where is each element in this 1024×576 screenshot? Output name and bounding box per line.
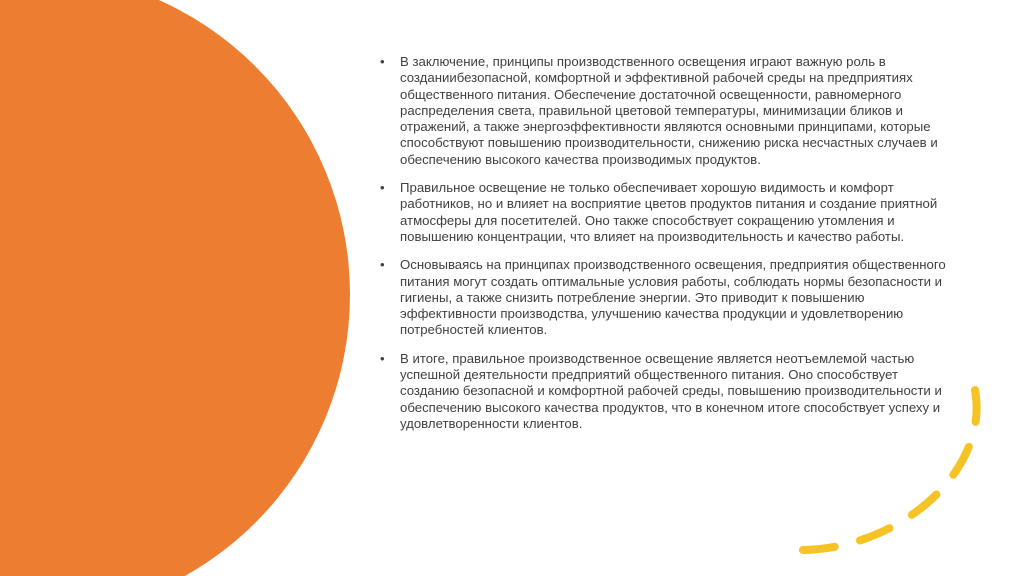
bullet-dot: • bbox=[380, 257, 385, 273]
bullet-item-2 bbox=[380, 180, 955, 245]
bullet-list bbox=[380, 54, 955, 432]
bullet-item-3 bbox=[380, 257, 955, 338]
paragraph-2: Правильное освещение не только обеспечивает хорошую видимость и комфорт работников, но и влияет на восприятие цветов продуктов питания и создание приятной атмосферы для посетителей. Оно также способствует сокращению утомления и повышению концентрации, что влияет на производительность и качество работы. bbox=[400, 180, 938, 244]
bullet-text-block bbox=[380, 54, 955, 444]
bullet-item-1 bbox=[380, 54, 955, 168]
orange-circle-decoration bbox=[0, 0, 350, 576]
bullet-dot: • bbox=[380, 350, 385, 366]
paragraph-4: В итоге, правильное производственное освещение является неотъемлемой частью успешной деятельности предприятий общественного питания. Оно способствует созданию безопасной и комфортной рабочей среды, повышению производительности и обеспечению высокого качества продуктов, что в конечном итоге способствует успеху и удовлетворенности клиентов. bbox=[400, 350, 942, 431]
paragraph-3: Основываясь на принципах производственного освещения, предприятия общественного питания могут создать оптимальные условия работы, соблюдать нормы безопасности и гигиены, а также снизить потребление энергии. Это приводит к повышению эффективности производства, улучшению качества продукции и удовлетворению потребностей клиентов. bbox=[400, 257, 946, 338]
bullet-dot: • bbox=[380, 54, 385, 69]
paragraph-1: В заключение, принципы производственного освещения играют важную роль в созданиибезопасной, комфортной и эффективной рабочей среды на предприятиях общественного питания. Обеспечение достаточной освещенности, равномерного распределения света, правильной цветовой температуры, минимизации бликов и отражений, а также энергоэффективности являются основными принципами, которые способствуют повышению производительности, снижению риска несчастных случаев и обеспечению высокого качества производимых продуктов. bbox=[400, 54, 938, 167]
bullet-item-4 bbox=[380, 351, 955, 432]
bullet-dot: • bbox=[380, 180, 385, 196]
